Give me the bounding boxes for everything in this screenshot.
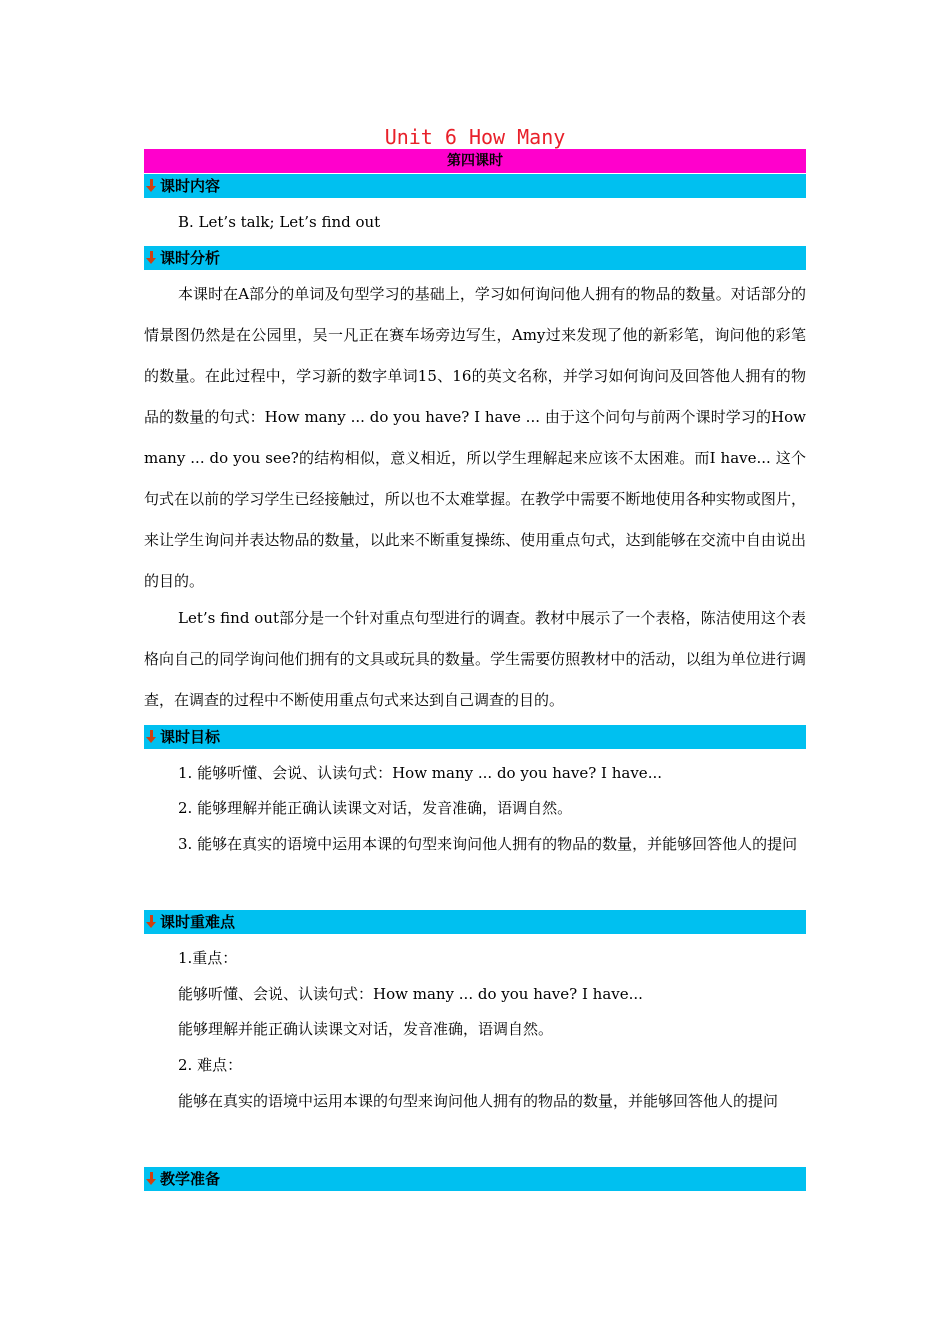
content-text: B. Let’s talk; Let’s find out [178,213,381,231]
section-header-content [144,174,806,198]
keypoint-label-1: 1.重点： [178,949,238,967]
keypoint-label-2: 2. 难点： [178,1056,243,1074]
section-header-goals [144,725,806,749]
section-heading: 课时分析 [160,249,221,267]
download-arrow-icon [146,915,157,929]
section-header-prep [144,1167,806,1191]
keypoint-text-2: 能够理解并能正确认读课文对话，发音准确，语调自然。 [178,1020,554,1038]
document-title: Unit 6 How Many [384,125,566,149]
goal-2: 2. 能够理解并能正确认读课文对话，发音准确，语调自然。 [178,799,573,817]
analysis-paragraph-2: Let’s find out部分是一个针对重点句型进行的调查。教材中展示了一个表格，陈洁使用这个表格向自己的同学询问他们拥有的文具或玩具的数量。学生需要仿照教材中的活动，以组为单位进行调查，在调查的过程中不断使用重点句式来达到自己调查的目的。 [144,609,806,709]
download-arrow-icon [146,251,157,265]
download-arrow-icon [146,1172,157,1186]
analysis-paragraph-1: 本课时在A部分的单词及句型学习的基础上，学习如何询问他人拥有的物品的数量。对话部分的情景图仍然是在公园里，吴一凡正在赛车场旁边写生，Amy过来发现了他的新彩笔，询问他的彩笔的数量。在此过程中，学习新的数字单词15、16的英文名称，并学习如何询问及回答他人拥有的物品的数量的句式：How many ... do you have? I have ... 由于这个问句与前两个课时学习的How many ... do you see?的结构相似，意义相近，所以学生理解起来应该不太困难。而I have... 这个句式在以前的学习学生已经接触过，所以也不太难掌握。在教学中需要不断地使用各种实物或图片，来让学生询问并表达物品的数量，以此来不断重复操练、使用重点句式，达到能够在交流中自由说出的目的。 [144,285,806,590]
keypoint-text-3: 能够在真实的语境中运用本课的句型来询问他人拥有的物品的数量，并能够回答他人的提问 [178,1092,779,1110]
section-header-analysis [144,246,806,270]
goal-1: 1. 能够听懂、会说、认读句式：How many ... do you have? I have... [178,764,662,782]
keypoint-text-1: 能够听懂、会说、认读句式：How many ... do you have? I have... [178,985,643,1003]
section-header-keypoints [144,910,806,934]
lesson-bar: 第四课时 [144,149,806,173]
goal-3: 3. 能够在真实的语境中运用本课的句型来询问他人拥有的物品的数量，并能够回答他人的提问 [178,835,798,853]
section-heading: 课时重难点 [160,913,236,931]
section-heading: 课时目标 [160,728,221,746]
download-arrow-icon [146,730,157,744]
section-heading: 课时内容 [160,177,221,195]
section-heading: 教学准备 [160,1170,221,1188]
download-arrow-icon [146,179,157,193]
